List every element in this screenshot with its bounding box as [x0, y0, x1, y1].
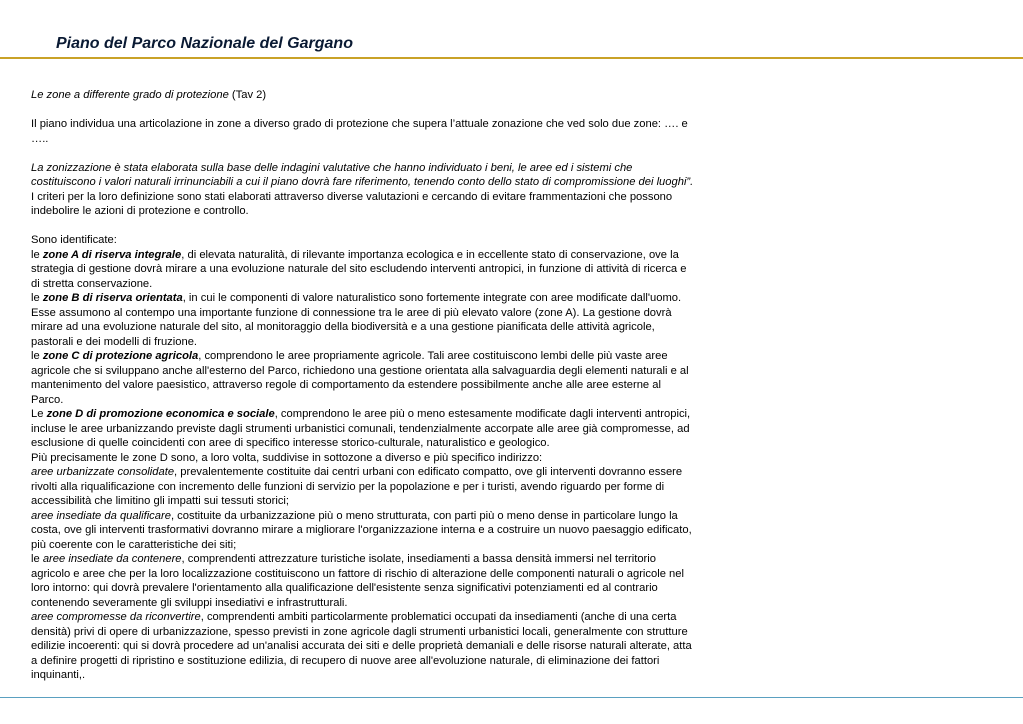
- subzone-riconvertire: aree compromesse da riconvertire, comprendenti ambiti particolarmente problematici occupati da insediamenti (anche di una certa densità) privi di opere di urbanizzazione, spesso previsti in zone agricole dagli strumenti urbanistici locali, generalmente con strutture edilizie incoerenti: qui si dovrà procedere ad un'analisi accurata dei siti e delle proprietà demaniali e delle risorse naturali alterate, atta a definire progetti di ripristino e sostituzione edilizia, di recupero di nuove aree all'evoluzione naturale, di eliminazione dei fattori inquinanti,.: [31, 611, 692, 681]
- zones-intro: Sono identificate:: [31, 234, 117, 246]
- quote-paragraph: La zonizzazione è stata elaborata sulla base delle indagini valutative che hanno individuato i beni, le aree ed i sistemi che costituiscono i valori naturali irrinunciabili a cui il piano dovrà fare riferimento, tenendo conto dello stato di compromissione dei luoghi”.: [31, 161, 694, 188]
- zone-b-paragraph: le zone B di riserva orientata, in cui le componenti di valore naturalistico sono fortemente integrate con aree modificate dall'uomo. Esse assumono al contempo una importante funzione di connessione tra le aree di più elevato valore (zone A). La gestione dovrà mirare ad una evoluzione naturale del sito, al monitoraggio della biodiversità e a una gestione pianificata delle attività agricole, pastorali e dei modelli di fruzione.: [31, 292, 682, 348]
- subzone-urbanizzate: aree urbanizzate consolidate, prevalentemente costituite dai centri urbani con edificato compatto, ove gli interventi dovranno essere rivolti alla riqualificazione con incremento delle funzioni di servizio per la popolazione e per i turisti, avendo riguardo per forme di accessibilità che limitino gli impatti sui tessuti storici;: [31, 466, 683, 507]
- intro-paragraph: Il piano individua una articolazione in zone a diverso grado di protezione che supera l’attuale zonazione che ved solo due zone: …. e …..: [31, 118, 688, 145]
- subzone-contenere: le aree insediate da contenere, comprendenti attrezzature turistiche isolate, insediamenti a bassa densità immersi nel territorio agricolo e aree che per la loro localizzazione costituiscono un fattore di rischio di alterazione delle componenti naturali o agricole nel loro intorno: qui dovrà prevalere l'orientamento alla qualificazione dell'esistente senza significativi potenziamenti ed al contrario contenendo severamente gli sviluppi insediativi e infrastrutturali.: [31, 553, 684, 609]
- footer-divider: [0, 697, 1023, 698]
- zone-d-subzones-intro: Più precisamente le zone D sono, a loro volta, suddivise in sottozone a diverso e più specifico indirizzo:: [31, 451, 543, 464]
- document-body: [31, 88, 696, 683]
- subzone-qualificare: aree insediate da qualificare, costituite da urbanizzazione più o meno strutturata, con parti più o meno dense in particolare lungo la costa, ove gli interventi trasformativi dovranno mirare a migliorare l'organizzazione interna e a costruire un nuovo paesaggio edificato, più coerente con le caratteristiche dei siti;: [31, 509, 692, 551]
- zone-d-paragraph: Le zone D di promozione economica e sociale, comprendono le aree più o meno estesamente modificate dagli interventi antropici, incluse le aree urbanizzando previste dagli strumenti urbanistici comunali, tendenzialmente accorpate alle aree già compromesse, ad esclusione di quelle coincidenti con aree di specifico interesse storico-culturale, naturalistico e geologico.: [31, 408, 691, 449]
- section-heading: Le zone a differente grado di protezione (Tav 2): [31, 89, 267, 101]
- criteria-paragraph: I criteri per la loro definizione sono stati elaborati attraverso diverse valutazioni e cercando di evitare frammentazioni che possono indebolire le azioni di protezione e controllo.: [31, 190, 673, 217]
- page-title: Piano del Parco Nazionale del Gargano: [56, 35, 353, 52]
- zone-c-paragraph: le zone C di protezione agricola, comprendono le aree propriamente agricole. Tali aree costituiscono lembi delle più vaste aree agricole che si sviluppano anche all'esterno del Parco, richiedono una gestione orientata alla salvaguardia degli elementi naturali e al mantenimento del valore paesistico, attraverso regole di comportamento da estendere possibilmente anche alle aree esterne al Parco.: [31, 350, 689, 406]
- zone-a-paragraph: le zone A di riserva integrale, di elevata naturalità, di rilevante importanza ecologica e in eccellente stato di conservazione, ove la strategia di gestione dovrà mirare a una evoluzione naturale del sito escludendo interventi antropici, in funzione di attività di ricerca e di stretta conservazione.: [31, 248, 687, 290]
- header-divider: [0, 57, 1023, 59]
